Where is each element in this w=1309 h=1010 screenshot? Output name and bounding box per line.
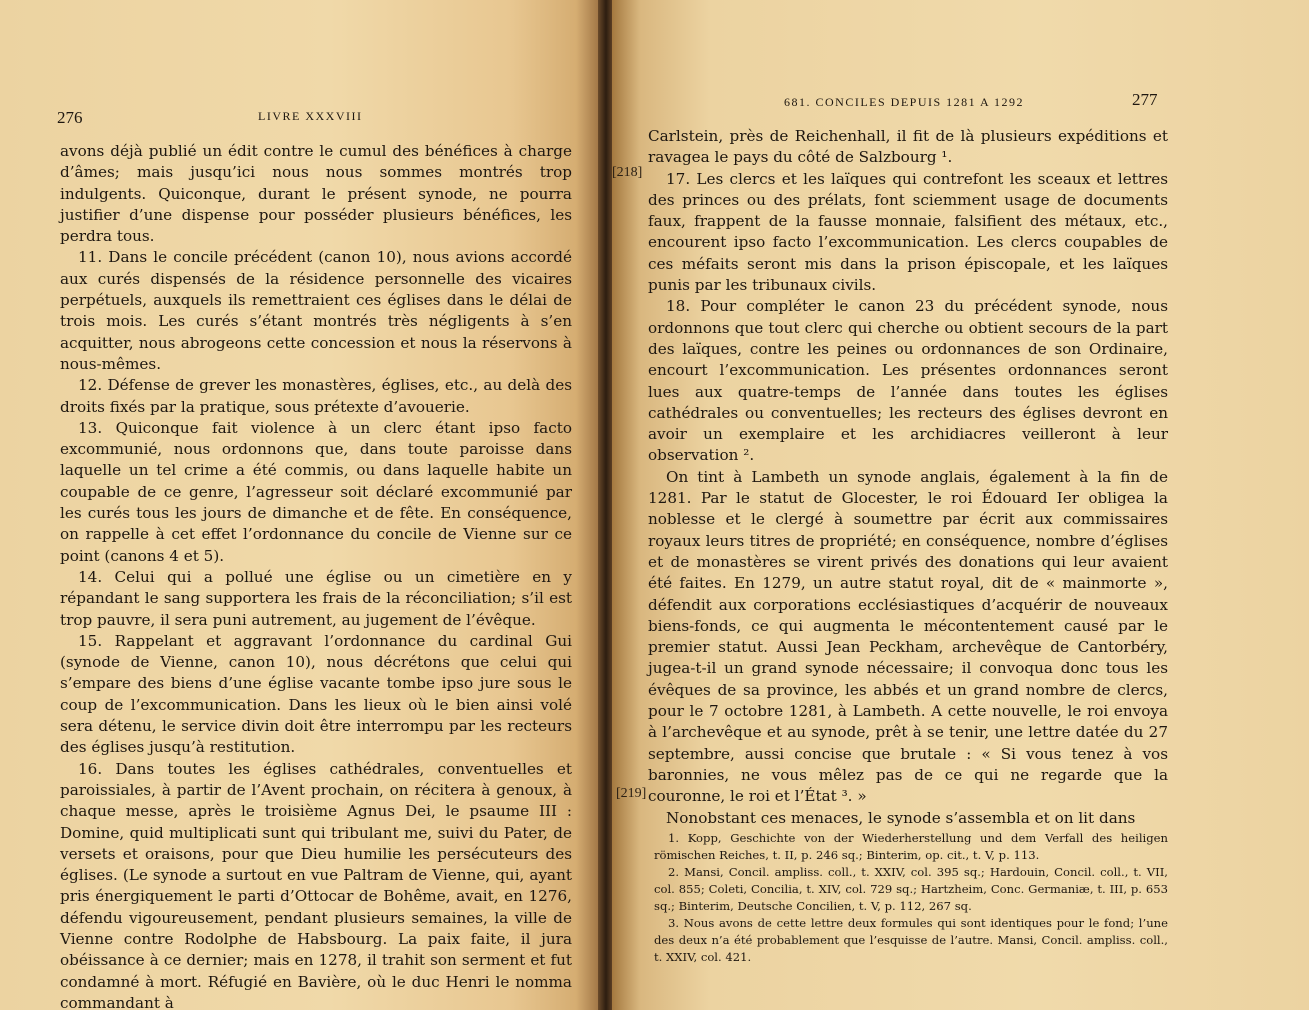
right-page-body	[648, 126, 1168, 829]
paragraph: Nonobstant ces menaces, le synode s’assembla et on lit dans	[666, 808, 1136, 827]
paragraph: avons déjà publié un édit contre le cumul des bénéfices à charge d’âmes; mais jusqu’ici nous nous sommes montrés trop indulgents. Quiconque, durant le présent synode, ne pourra justifier d’une dispense pour posséder plusieurs bénéfices, les perdra tous.	[60, 142, 572, 246]
paragraph: 12. Défense de grever les monastères, églises, etc., au delà des droits fixés par la pratique, sous prétexte d’avouerie.	[60, 376, 572, 416]
margin-reference-219: [219]	[616, 786, 647, 801]
margin-reference-218: [218]	[612, 165, 643, 180]
left-page	[0, 0, 600, 1010]
running-head-right: 681. CONCILES DEPUIS 1281 A 1292	[784, 95, 1025, 109]
right-page	[612, 0, 1309, 1010]
paragraph: 11. Dans le concile précédent (canon 10), nous avions accordé aux curés dispensés de la résidence personnelle des vicaires perpétuels, auxquels ils remettraient ces églises dans le délai de trois mois. Les curés s’étant montrés très négligents à s’en acquitter, nous abrogeons cette concession et nous la réservons à nous-mêmes.	[60, 248, 572, 373]
paragraph: 16. Dans toutes les églises cathédrales, conventuelles et paroissiales, à partir de l’Avent prochain, on récitera à genoux, à chaque messe, après le troisième Agnus Dei, le psaume III : Domine, quid multiplicati sunt qui tribulant me, suivi du Pater, de versets et oraisons, pour que Dieu humilie les persécuteurs des églises. (Le synode a surtout en vue Paltram de Vienne, qui, ayant pris énergiquement le parti d’Ottocar de Bohême, avait, en 1276, défendu vigoureusement, pendant plusieurs semaines, la ville de Vienne contre Rodolphe de Habsbourg. La paix faite, il jura obéissance à ce dernier; mais en 1278, il trahit son serment et fut condamné à mort. Réfugié en Bavière, où le duc Henri le nomma commandant à	[60, 759, 572, 1010]
footnote: 3. Nous avons de cette lettre deux formules qui sont identiques pour le fond; l’une des deux n’a été probablement que l’esquisse de l’autre. Mansi, Concil. ampliss. coll., t. XXIV, col. 421.	[654, 916, 1168, 964]
footnote: 1. Kopp, Geschichte von der Wiederherstellung und dem Verfall des heiligen römischen Reiches, t. II, p. 246 sq.; Binterim, op. cit., t. V, p. 113.	[654, 831, 1168, 862]
running-head-left: LIVRE XXXVIII	[258, 109, 363, 123]
page-number-left: 276	[57, 108, 83, 127]
right-page-header	[612, 88, 1309, 118]
paragraph: 15. Rappelant et aggravant l’ordonnance du cardinal Gui (synode de Vienne, canon 10), nous décrétons que celui qui s’empare des biens d’une église vacante tombe ipso jure sous le coup de l’excommunication. Dans les lieux où le bien ainsi volé sera détenu, le service divin doit être interrompu par les recteurs des églises jusqu’à restitution.	[60, 631, 572, 757]
paragraph: 18. Pour compléter le canon 23 du précédent synode, nous ordonnons que tout clerc qui cherche ou obtient secours de la part des laïques, contre les peines ou ordonnances de son Ordinaire, encourt l’excommunication. Les présentes ordonnances seront lues aux quatre-temps de l’année dans toutes les églises cathédrales ou conventuelles; les recteurs des églises devront en avoir un exemplaire et les archidiacres veilleront à leur observation ².	[648, 297, 1168, 465]
footnote: 2. Mansi, Concil. ampliss. coll., t. XXIV, col. 395 sq.; Hardouin, Concil. coll., t. VII, col. 855; Coleti, Concilia, t. XIV, col. 729 sq.; Hartzheim, Conc. Germaniæ, t. III, p. 653 sq.; Binterim, Deutsche Concilien, t. V, p. 112, 267 sq.	[654, 865, 1168, 913]
left-page-body	[60, 141, 572, 1010]
paragraph: On tint à Lambeth un synode anglais, également à la fin de 1281. Par le statut de Glocester, le roi Édouard Ier obligea la noblesse et le clergé à soumettre par écrit aux commissaires royaux leurs titres de propriété; en conséquence, nombre d’églises et de monastères se virent privés des donations qui leur avaient été faites. En 1279, un autre statut royal, dit de « mainmorte », défendit aux corporations ecclésiastiques d’acquérir de nouveaux biens-fonds, ce qui augmenta le mécontentement causé par le premier statut. Aussi Jean Peckham, archevêque de Cantorbéry, jugea-t-il un grand synode nécessaire; il convoqua donc tous les évêques de sa province, les abbés et un grand nombre de clercs, pour le 7 octobre 1281, à Lambeth. A cette nouvelle, le roi envoya à l’archevêque et au synode, prêt à se tenir, une lettre datée du 27 septembre, aussi concise que brutale : « Si vous tenez à vos baronnies, ne vous mêlez pas de ce qui ne regarde que la couronne, le roi et l’État ³. »	[648, 467, 1168, 806]
paragraph: 17. Les clercs et les laïques qui contrefont les sceaux et lettres des princes ou des prélats, font sciemment usage de documents faux, frappent de la fausse monnaie, falsifient des métaux, etc., encourent ipso facto l’excommunication. Les clercs coupables de ces méfaits seront mis dans la prison épiscopale, et les laïques punis par les tribunaux civils.	[648, 169, 1168, 295]
paragraph: 14. Celui qui a pollué une église ou un cimetière en y répandant le sang supportera les frais de la réconciliation; s’il est trop pauvre, il sera puni autrement, au jugement de l’évêque.	[60, 567, 572, 629]
left-page-header	[0, 106, 600, 136]
paragraph: 13. Quiconque fait violence à un clerc étant ipso facto excommunié, nous ordonnons que, dans toute paroisse dans laquelle un tel crime a été commis, ou dans laquelle habite un coupable de ce genre, l’agresseur soit déclaré excommunié par les curés tous les jours de dimanche et de fête. En conséquence, on rappelle à cet effet l’ordonnance du concile de Vienne sur ce point (canons 4 et 5).	[60, 418, 572, 565]
page-number-right: 277	[1132, 90, 1158, 109]
paragraph: Carlstein, près de Reichenhall, il fit de là plusieurs expéditions et ravagea le pays du côté de Salzbourg ¹.	[648, 127, 1168, 167]
footnotes	[654, 830, 1168, 966]
